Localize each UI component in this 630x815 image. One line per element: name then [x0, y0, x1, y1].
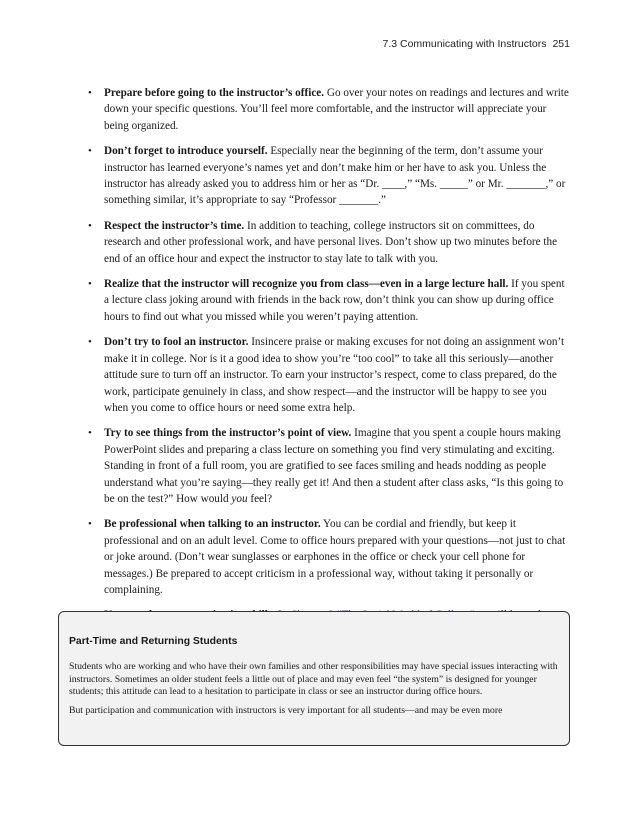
list-item — [88, 218, 572, 267]
list-item — [88, 334, 572, 416]
list-item — [88, 85, 572, 134]
sidebar-paragraph: But participation and communication with instructors is very important for all students—and may be even more — [69, 704, 503, 716]
tip-emphasis: you — [231, 492, 248, 505]
tip-lead: Don’t forget to introduce yourself. — [104, 145, 268, 158]
tip-body: If you spent a lecture class joking around with friends in the back row, don’t think you can show up during office hours to find out what you missed while you weren’t paying attention. — [104, 278, 565, 323]
tip-lead: Be professional when talking to an instructor. — [104, 518, 321, 531]
tip-lead: Respect the instructor’s time. — [104, 219, 245, 232]
tip-body: In addition to teaching, college instructors sit on committees, do research and other professional work, and have personal lives. Don’t show up two minutes before the end of an office hour and expect the instructor to stay late to talk with you. — [104, 219, 558, 265]
page-number: 251 — [552, 38, 570, 50]
sidebar-box — [58, 611, 570, 746]
tip-lead: Prepare before going to the instructor’s office. — [104, 87, 325, 99]
section-title: 7.3 Communicating with Instructors — [382, 38, 547, 50]
tip-lead: Realize that the instructor will recognize you from class—even in a large lecture hall. — [104, 278, 509, 291]
tip-lead: Try to see things from the instructor’s point of view. — [104, 427, 352, 440]
sidebar-title: Part-Time and Returning Students — [69, 636, 238, 647]
tip-body: Insincere praise or making excuses for not doing an assignment won’t make it in college. Nor is it a good idea to show you’re “too cool” to take all this seriously—another attitude sure to turn off an instructor. To earn your instructor’s respect, come to class prepared, do the work, participate genuinely in class, and show respect—and the instructor will be happy to see you when you come to office hours or need some extra help. — [104, 336, 565, 414]
list-item — [88, 276, 572, 325]
tip-body: Go over your notes on readings and lectures and write down your specific questions. You’ll feel more comfortable, and the instructor will appreciate your being organized. — [104, 87, 569, 132]
running-head — [382, 38, 570, 50]
list-item — [88, 143, 572, 209]
list-item — [88, 425, 572, 507]
tip-body: Imagine that you spent a couple hours making PowerPoint slides and preparing a class lecture on something you find very stimulating and exciting. Standing in front of a full room, you are gratified to see faces smiling and heads nodding as people understand what you’re saying—they really get it! And then a student after class asks, “Is this going to be on the test?” How would — [104, 427, 564, 505]
tip-lead: Don’t try to fool an instructor. — [104, 336, 249, 349]
list-item — [88, 516, 572, 598]
tip-body: You can be cordial and friendly, but keep it professional and on an adult level. Come to office hours prepared with your questions—not just to chat or joke around. (Don’t wear sunglasses or earphones in the office or check your cell phone for messages.) Be prepared to accept criticism in a professional way, without taking it personally or complaining. — [104, 518, 566, 596]
sidebar-paragraph: Students who are working and who have their own families and other responsibilities may have special issues interacting with instructors. Sometimes an older student feels a little out of place and may even feel “the system” is designed for younger students; this attitude can lead to a hesitation to participate in class or see an instructor during office hours. — [69, 661, 558, 698]
tip-tail: feel? — [247, 492, 273, 505]
tips-list — [88, 85, 572, 649]
tip-body: Especially near the beginning of the term, don’t assume your instructor has learned everyone’s names yet and don’t make him or her have to ask you. Unless the instructor has already asked you to address him or her as “Dr. ____,” “Ms. _____” or Mr. _______,” or something similar, it’s appropriate to say “Professor _______.” — [104, 145, 566, 207]
